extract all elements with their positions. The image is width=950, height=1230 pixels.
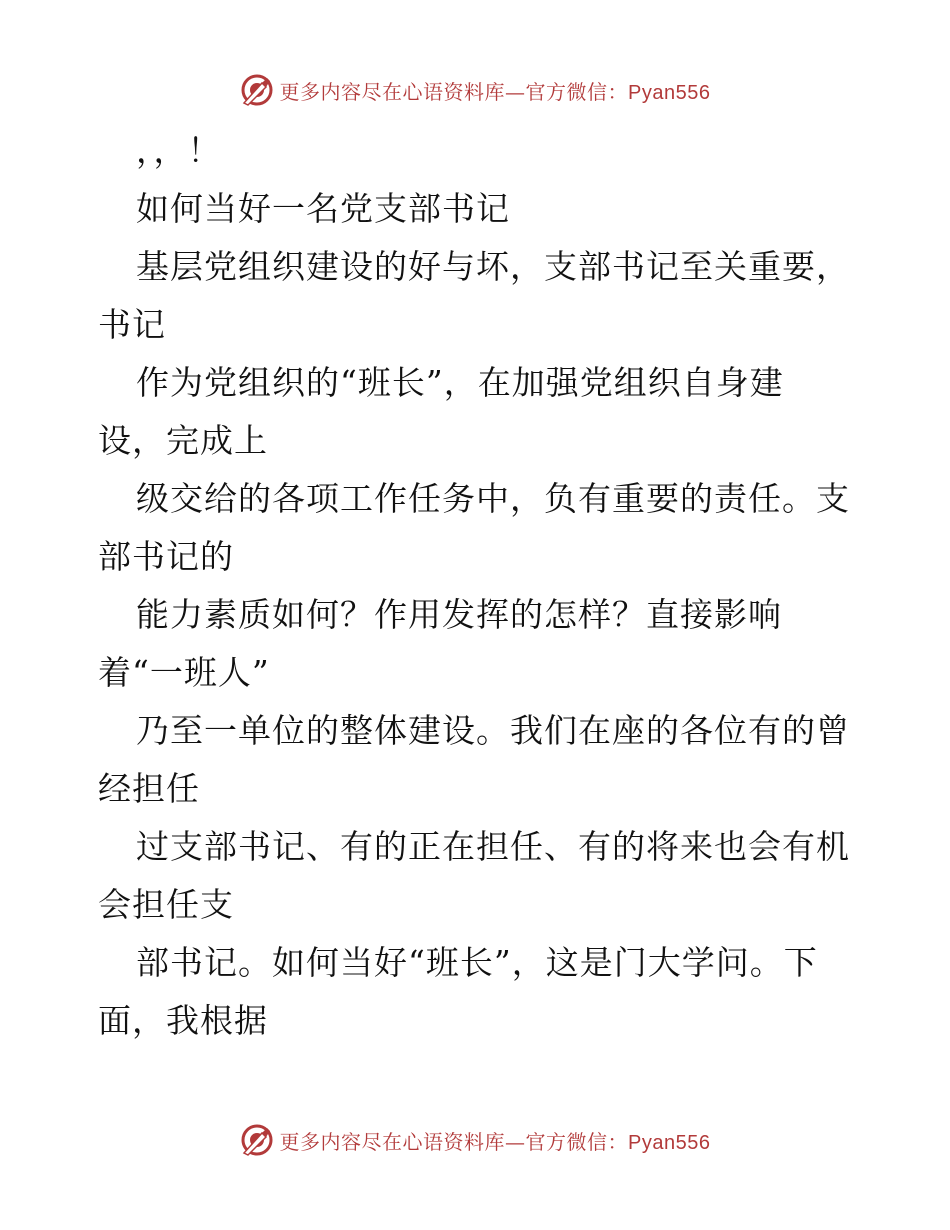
text-line: 级交给的各项工作任务中，负有重要的责任。支 xyxy=(136,479,850,518)
text-line: 作为党组织的“班长”，在加强党组织自身建 xyxy=(136,363,784,402)
text-line: 设，完成上 xyxy=(98,421,268,460)
text-line: 基层党组织建设的好与坏，支部书记至关重要， xyxy=(136,247,850,286)
text-line: 着“一班人” xyxy=(98,653,270,692)
document-title: 如何当好一名党支部书记 xyxy=(136,189,510,228)
text-line: 部书记的 xyxy=(98,537,234,576)
text-line: 经担任 xyxy=(98,769,200,808)
document-body xyxy=(98,122,868,1050)
text-line: 能力素质如何？作用发挥的怎样？直接影响 xyxy=(136,595,782,634)
text-line: 过支部书记、有的正在担任、有的将来也会有机 xyxy=(136,827,850,866)
text-line: 面，我根据 xyxy=(98,1001,268,1040)
text-line: 部书记。如何当好“班长”，这是门大学问。下 xyxy=(136,943,818,982)
footer-banner-text: 更多内容尽在心语资料库—官方微信：Pyan556 xyxy=(279,1129,711,1154)
footer-wechat-id: Pyan556 xyxy=(628,1131,711,1154)
header-banner xyxy=(0,70,950,110)
text-line: ，，！ xyxy=(136,131,222,170)
text-line: 乃至一单位的整体建设。我们在座的各位有的曾 xyxy=(136,711,850,750)
header-banner-text: 更多内容尽在心语资料库—官方微信：Pyan556 xyxy=(279,79,711,104)
header-wechat-id: Pyan556 xyxy=(628,81,711,104)
pen-logo-icon xyxy=(240,1123,274,1157)
footer-banner xyxy=(0,1120,950,1160)
text-line: 书记 xyxy=(98,305,166,344)
text-line: 会担任支 xyxy=(98,885,234,924)
pen-logo-icon xyxy=(240,73,274,107)
